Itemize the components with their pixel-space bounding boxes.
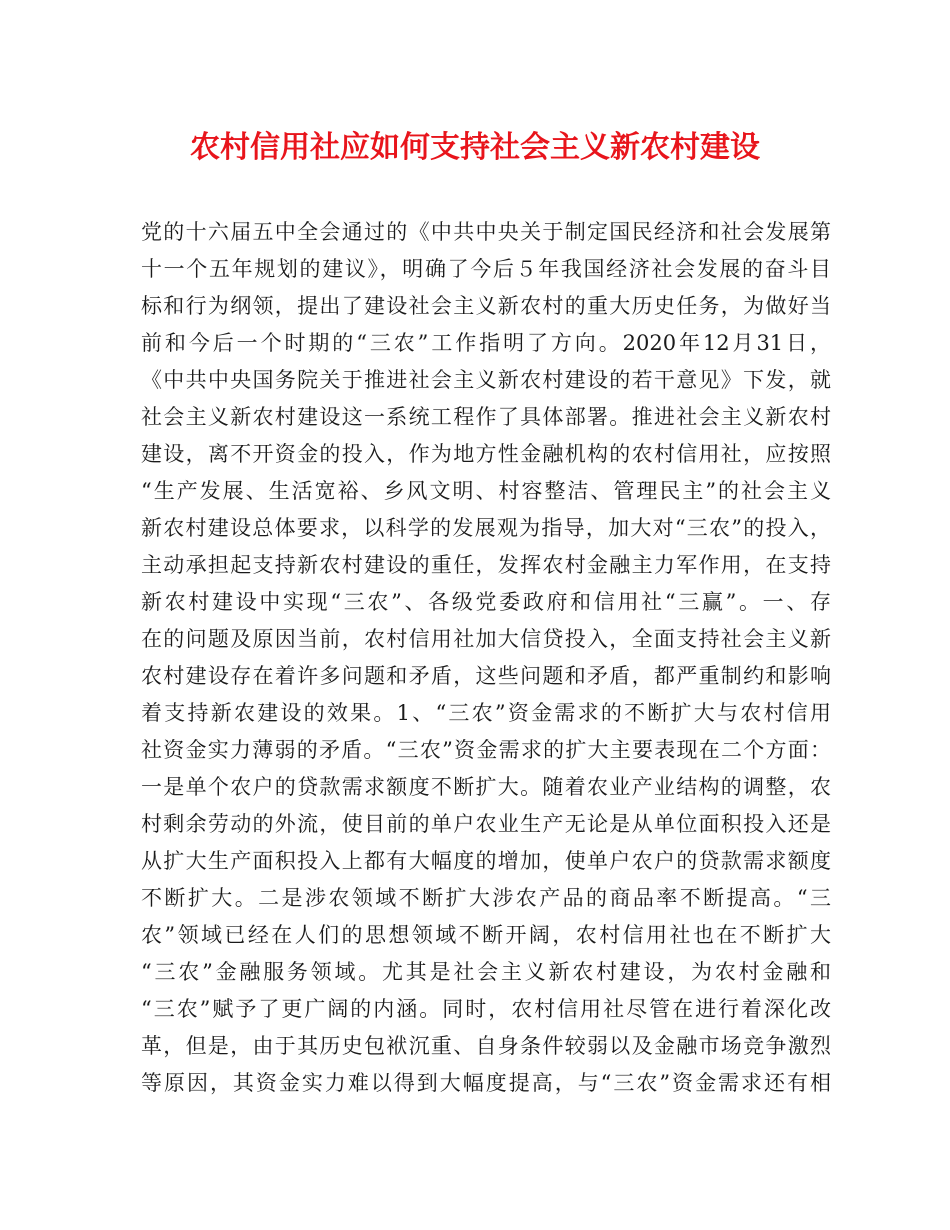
body-line: 农”领域已经在人们的思想领域不断开阔，农村信用社也在不断扩大 [141,923,831,947]
body-line: “三农”金融服务领域。尤其是社会主义新农村建设，为农村金融和 [141,960,831,984]
body-line: 《中共中央国务院关于推进社会主义新农村建设的若干意见》下发，就 [141,368,831,392]
body-line: 革，但是，由于其历史包袱沉重、自身条件较弱以及金融市场竞争激烈 [141,1034,831,1058]
body-line: 一是单个农户的贷款需求额度不断扩大。随着农业产业结构的调整，农 [141,775,831,799]
body-line: 在的问题及原因当前，农村信用社加大信贷投入，全面支持社会主义新 [141,627,831,651]
body-line: 十一个五年规划的建议》，明确了今后５年我国经济社会发展的奋斗目 [141,257,831,281]
body-line: “生产发展、生活宽裕、乡风文明、村容整洁、管理民主”的社会主义 [141,479,831,503]
body-line: 农村建设存在着许多问题和矛盾，这些问题和矛盾，都严重制约和影响 [141,664,831,688]
body-line: 主动承担起支持新农村建设的重任，发挥农村金融主力军作用，在支持 [141,553,831,577]
body-line: 前和今后一个时期的“三农”工作指明了方向。2020年12月31日， [141,331,831,355]
body-line: 不断扩大。二是涉农领域不断扩大涉农产品的商品率不断提高。“三 [141,886,831,910]
document-title: 农村信用社应如何支持社会主义新农村建设 [190,130,760,165]
body-line: 等原因，其资金实力难以得到大幅度提高，与“三农”资金需求还有相 [141,1071,831,1095]
body-line: 着支持新农建设的效果。1、“三农”资金需求的不断扩大与农村信用 [141,701,831,725]
body-line: 建设，离不开资金的投入，作为地方性金融机构的农村信用社，应按照 [141,442,831,466]
body-line: 社资金实力薄弱的矛盾。“三农”资金需求的扩大主要表现在二个方面： [141,738,831,762]
body-line: “三农”赋予了更广阔的内涵。同时，农村信用社尽管在进行着深化改 [141,997,831,1021]
document-body [141,214,831,1102]
body-line: 从扩大生产面积投入上都有大幅度的增加，使单户农户的贷款需求额度 [141,849,831,873]
body-line: 标和行为纲领，提出了建设社会主义新农村的重大历史任务，为做好当 [141,294,831,318]
body-line: 党的十六届五中全会通过的《中共中央关于制定国民经济和社会发展第 [141,220,831,244]
body-line: 社会主义新农村建设这一系统工程作了具体部署。推进社会主义新农村 [141,405,831,429]
body-line: 新农村建设中实现“三农”、各级党委政府和信用社“三赢”。一、存 [141,590,831,614]
body-line: 村剩余劳动的外流，使目前的单户农业生产无论是从单位面积投入还是 [141,812,831,836]
body-line: 新农村建设总体要求，以科学的发展观为指导，加大对“三农”的投入， [141,516,831,540]
